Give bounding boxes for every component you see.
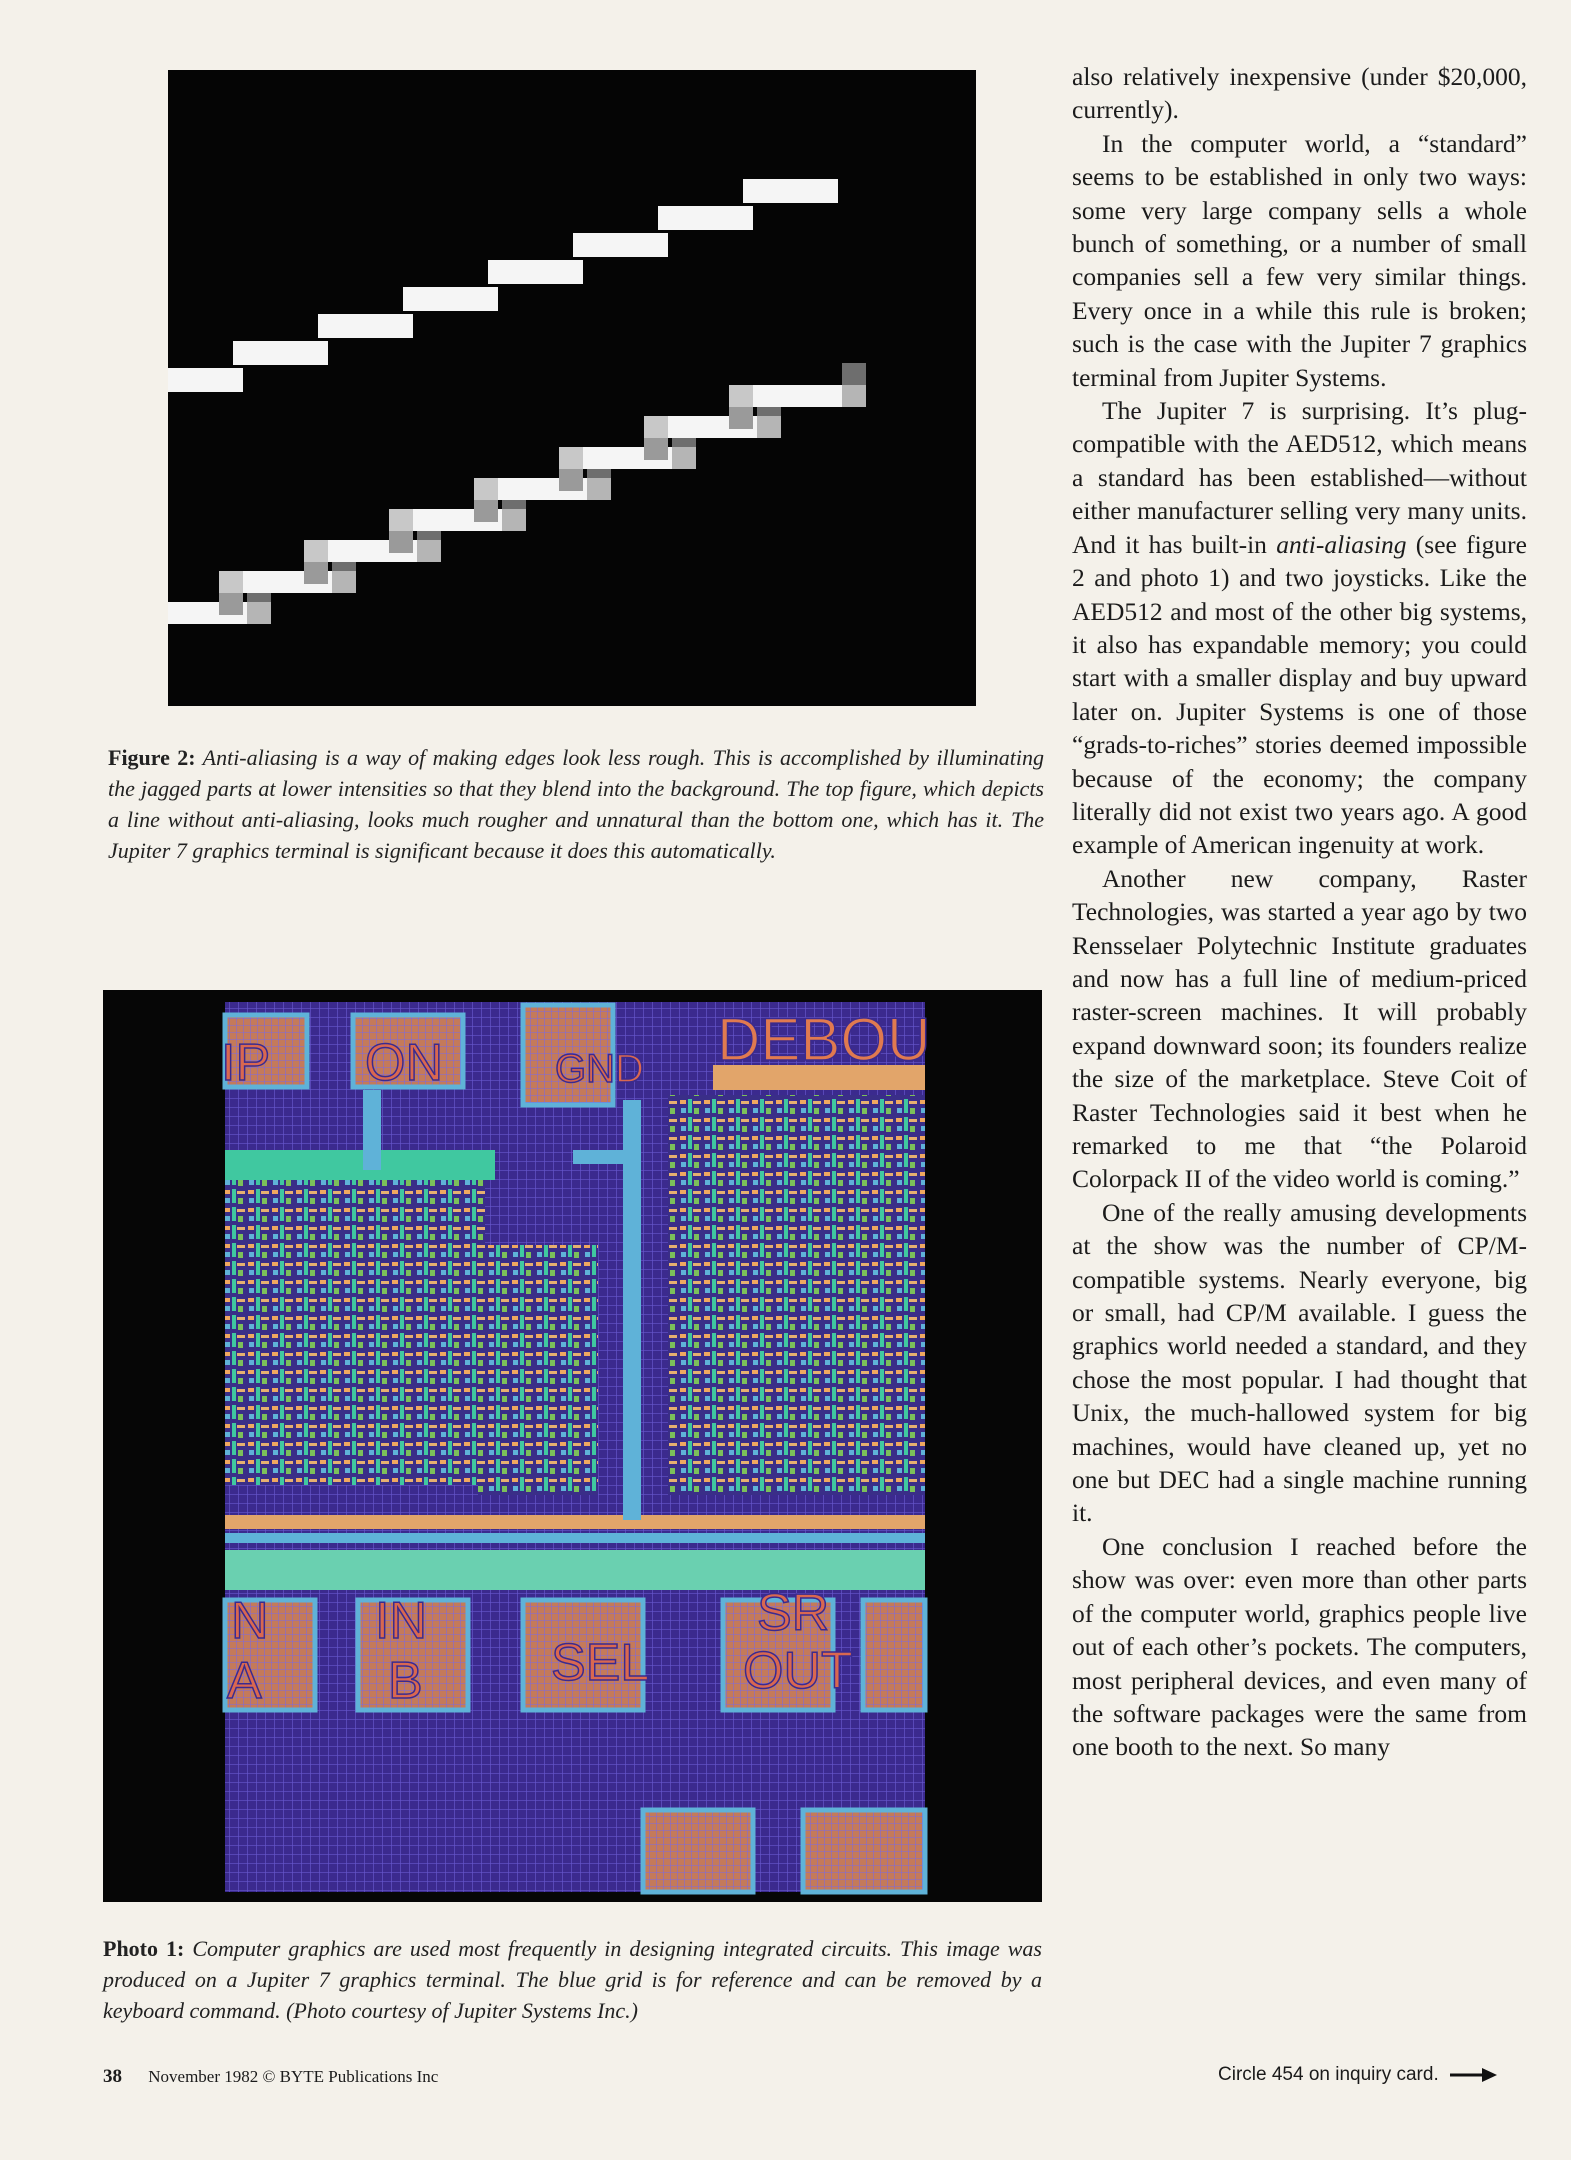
article-paragraph-2: In the computer world, a “standard” seems to be established in only two ways: some very large company sells a whole bunch of something, or a number of small companies sell a few very similar things. Every once in a while this rule is broken; such is the case with the Jupiter 7 graphics terminal from Jupiter Systems. [1072, 128, 1527, 392]
photo-1-image [103, 990, 1042, 1902]
page-number: 38 [103, 2066, 122, 2087]
chip-label-sr: SR [757, 1584, 830, 1642]
article-paragraph-3b: (see figure 2 and photo 1) and two joysticks. Like the AED512 and most of the other big systems, it also has expandable memory; you could start with a smaller display and buy upward later on. Jupiter Systems is one of those “grads-to-riches” stories deemed impossible because of the economy; the company literally did not exist two years ago. A good example of American ingenuity at work. [1072, 529, 1527, 860]
article-paragraph-3 [1072, 394, 1527, 862]
article-paragraph-4: Another new company, Raster Technologies, was started a year ago by two Rensselaer Polytechnic Institute graduates and now has a full line of medium-priced raster-screen machines. It will probably expand downward soon; its founders realize the size of the marketplace. Steve Coit of Raster Technologies said it best when he remarked to me that “the Polaroid Colorpack II of the video world is coming.” [1072, 863, 1527, 1194]
article-column [1072, 60, 1527, 2040]
photo-1-caption-text: Computer graphics are used most frequently in designing integrated circuits. This image was produced on a Jupiter 7 graphics terminal. The blue grid is for reference and can be removed by a keyboard command. (Photo courtesy of Jupiter Systems Inc.) [103, 1936, 1042, 2023]
anti-aliasing-term: anti-aliasing [1276, 529, 1407, 559]
footer-right [1218, 2064, 1498, 2086]
chip-label-sel: SEL [551, 1634, 650, 1692]
article-paragraph-1: also relatively inexpensive (under $20,000, currently). [1072, 62, 1527, 125]
inquiry-text: Circle 454 on inquiry card. [1218, 2064, 1439, 2085]
article-paragraph-5: One of the really amusing developments at the show was the number of CP/M-compatible systems. Nearly everyone, big or small, had CP/M available. I guess the graphics world needed a standard, and they chose the most popular. I had thought that Unix, the much-hallowed system for big machines, would have cleaned up, yet no one but DEC had a single machine running it. [1072, 1197, 1527, 1528]
chip-label-n: N [231, 1592, 269, 1650]
photo-1-caption [103, 1933, 1042, 2026]
article-paragraph-3a: The Jupiter 7 is surprising. It’s plug-compatible with the AED512, which means a standard has been established—without either manufacturer selling very many units. And it has built-in [1072, 396, 1527, 559]
chip-label-ip: IP [221, 1034, 271, 1092]
chip-label-out: OUT [743, 1642, 853, 1700]
arrow-right-icon [1450, 2067, 1498, 2083]
footer-left [103, 2066, 438, 2088]
issue-line: November 1982 © BYTE Publications Inc [148, 2067, 439, 2086]
figure-2-image [168, 70, 976, 706]
article-paragraph-6: One conclusion I reached before the show was over: even more than other parts of the computer world, graphics people live out of each other’s pockets. The computers, most peripheral devices, and even many of the software packages were the same from one booth to the next. So many [1072, 1531, 1527, 1762]
chip-label-a: A [227, 1652, 262, 1710]
figure-2-caption [108, 742, 1044, 866]
chip-label-b: B [388, 1652, 423, 1710]
photo-1-label: Photo 1: [103, 1936, 185, 1961]
figure-2-label: Figure 2: [108, 745, 196, 770]
chip-label-in: IN [375, 1592, 427, 1650]
figure-2-caption-text: Anti-aliasing is a way of making edges look less rough. This is accomplished by illuminating the jagged parts at lower intensities so that they blend into the background. The top figure, which depicts a line without anti-aliasing, looks much rougher and unnatural than the bottom one, which has it. The Jupiter 7 graphics terminal is significant because it does this automatically. [108, 745, 1045, 863]
chip-label-debou: DEBOU [717, 1006, 931, 1073]
chip-label-gnd: GND [555, 1047, 644, 1091]
chip-label-on: ON [365, 1034, 443, 1092]
